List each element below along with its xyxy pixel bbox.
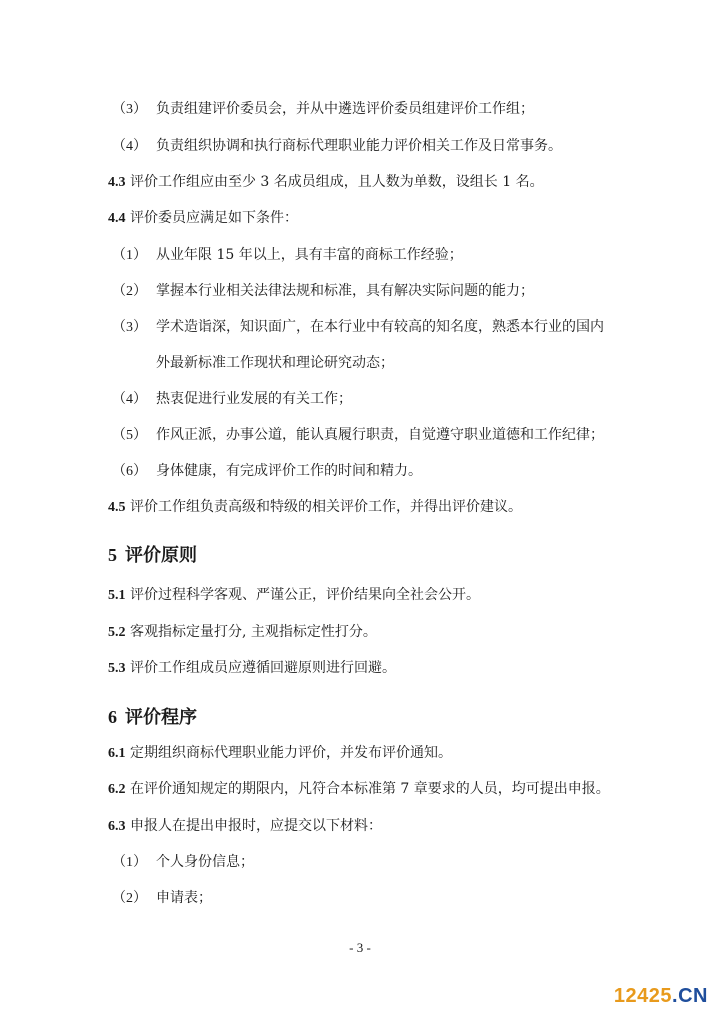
list-item: （4） 负责组织协调和执行商标代理职业能力评价相关工作及日常事务。 bbox=[112, 138, 562, 154]
clause-6-3: 6.3 申报人在提出申报时，应提交以下材料： bbox=[108, 818, 382, 834]
clause-5-1: 5.1 评价过程科学客观、严谨公正，评价结果向全社会公开。 bbox=[108, 587, 480, 603]
list-item: （4） 热衷促进行业发展的有关工作； bbox=[112, 391, 352, 407]
clause-5-3: 5.3 评价工作组成员应遵循回避原则进行回避。 bbox=[108, 660, 396, 676]
clause-6-1: 6.1 定期组织商标代理职业能力评价，并发布评价通知。 bbox=[108, 745, 452, 761]
list-item: （3） 负责组建评价委员会，并从中遴选评价委员组建评价工作组； bbox=[112, 101, 534, 117]
list-item: （6） 身体健康，有完成评价工作的时间和精力。 bbox=[112, 463, 422, 479]
page-number: - 3 - bbox=[349, 940, 371, 955]
list-item: （3） 学术造诣深，知识面广，在本行业中有较高的知名度，熟悉本行业的国内 bbox=[112, 319, 604, 335]
list-item: （2） 申请表； bbox=[112, 890, 212, 906]
clause-6-2: 6.2 在评价通知规定的期限内，凡符合本标准第 7 章要求的人员，均可提出申报。 bbox=[108, 781, 610, 797]
list-item: （1） 从业年限 15 年以上，具有丰富的商标工作经验； bbox=[112, 247, 463, 263]
section-heading-6: 6 评价程序 bbox=[108, 707, 197, 728]
list-item: （5） 作风正派，办事公道，能认真履行职责，自觉遵守职业道德和工作纪律； bbox=[112, 427, 604, 443]
clause-5-2: 5.2 客观指标定量打分, 主观指标定性打分。 bbox=[108, 624, 377, 640]
list-item: （2） 掌握本行业相关法律法规和标准，具有解决实际问题的能力； bbox=[112, 283, 534, 299]
clause-4-5: 4.5 评价工作组负责高级和特级的相关评价工作，并得出评价建议。 bbox=[108, 499, 522, 515]
clause-4-3: 4.3 评价工作组应由至少 3 名成员组成，且人数为单数，设组长 1 名。 bbox=[108, 174, 544, 190]
clause-4-4: 4.4 评价委员应满足如下条件： bbox=[108, 210, 298, 226]
section-heading-5: 5 评价原则 bbox=[108, 545, 197, 566]
list-item: （1） 个人身份信息； bbox=[112, 854, 254, 870]
site-watermark: 12425.CN bbox=[613, 985, 708, 1007]
list-item-continuation: 外最新标准工作现状和理论研究动态； bbox=[156, 355, 394, 371]
